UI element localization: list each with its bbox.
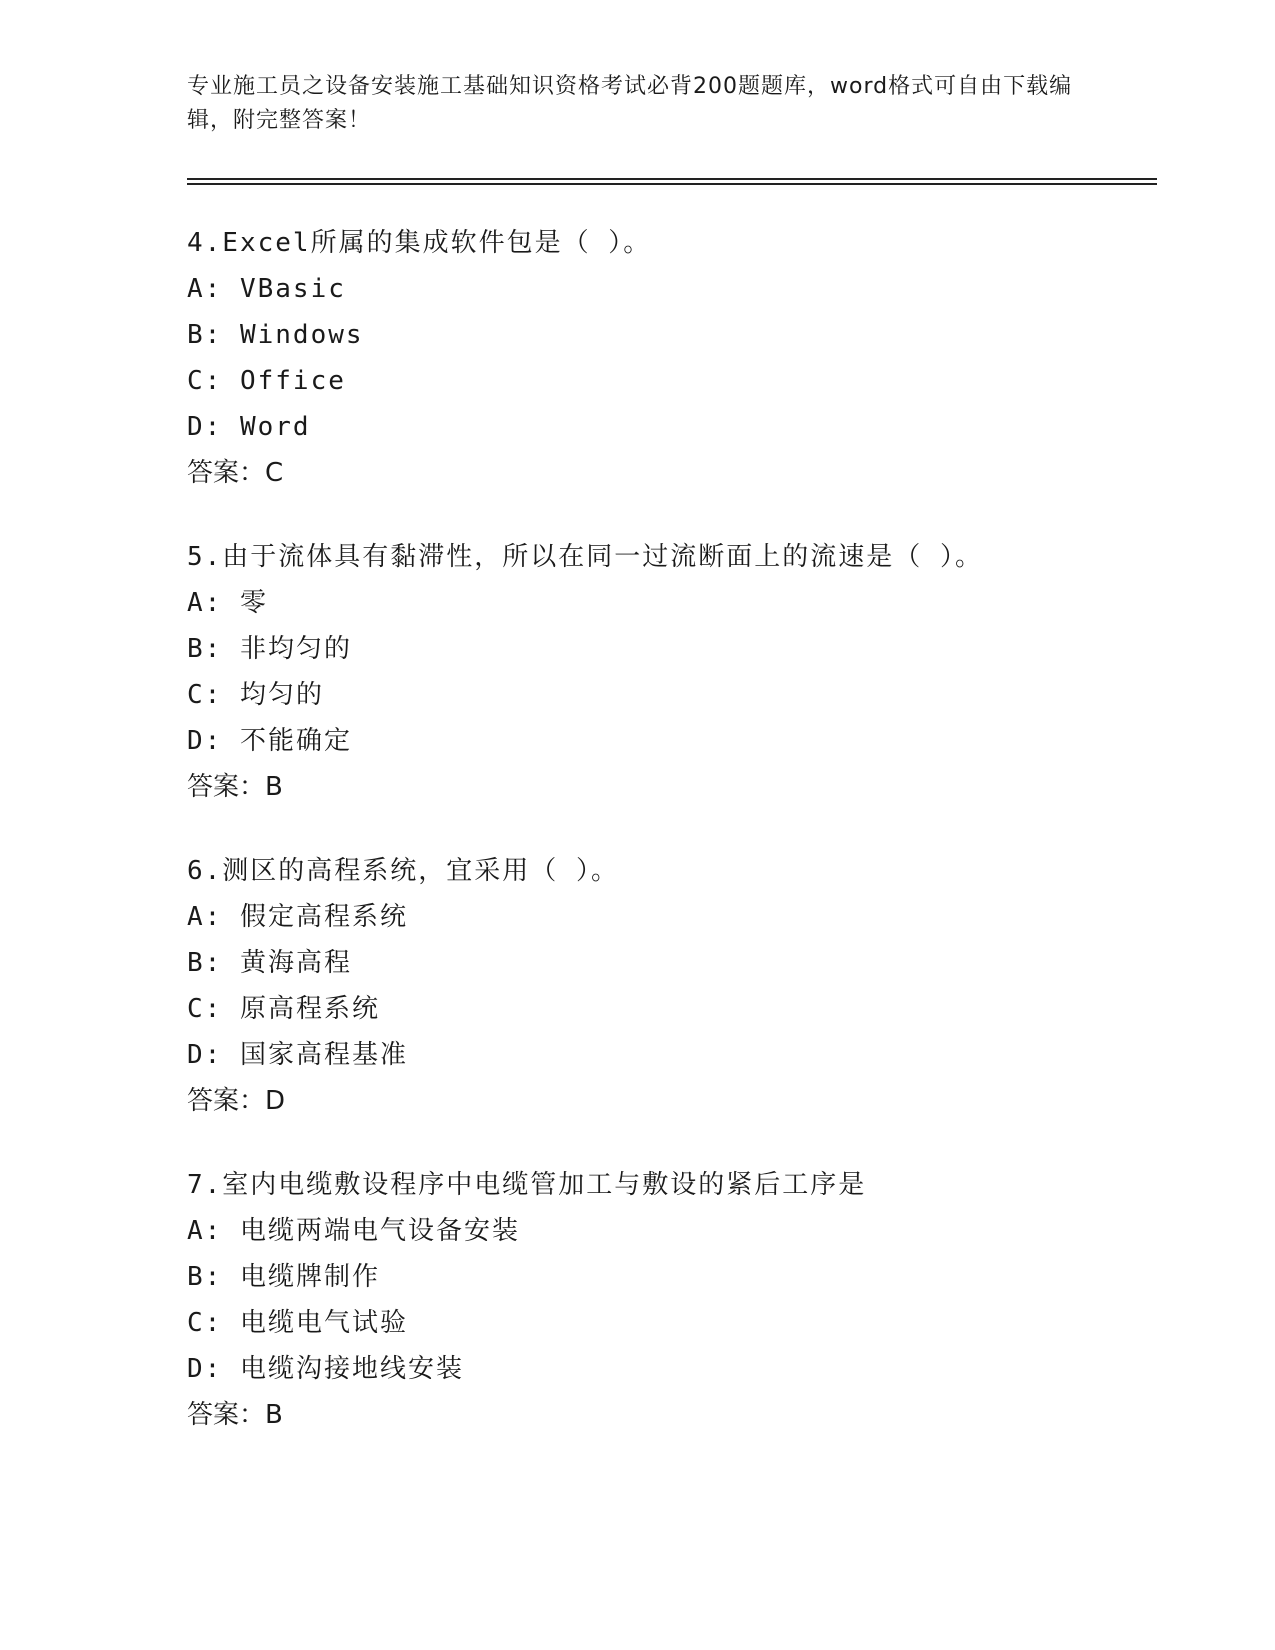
option-d: D: Word (187, 412, 311, 442)
option-c: C: 均匀的 (187, 680, 324, 710)
option-a: A: 零 (187, 588, 268, 618)
option-c: C: 电缆电气试验 (187, 1308, 408, 1338)
option-b: B: 非均匀的 (187, 634, 352, 664)
answer-line: 答案：D (187, 1086, 286, 1116)
question-4 (187, 220, 1167, 496)
option-b: B: Windows (187, 320, 364, 350)
document-header: 专业施工员之设备安装施工基础知识资格考试必背200题题库，word格式可自由下载编辑，附完整答案！ (187, 74, 1073, 133)
option-c: C: Office (187, 366, 346, 396)
option-a: A: 假定高程系统 (187, 902, 408, 932)
question-stem: 4.Excel所属的集成软件包是（ ）。 (187, 228, 652, 258)
option-b: B: 黄海高程 (187, 948, 352, 978)
question-stem: 7.室内电缆敷设程序中电缆管加工与敷设的紧后工序是 (187, 1170, 867, 1200)
answer-line: 答案：B (187, 1400, 283, 1430)
answer-line: 答案：B (187, 772, 283, 802)
question-7 (187, 1162, 1167, 1438)
option-d: D: 不能确定 (187, 726, 352, 756)
question-stem: 6.测区的高程系统，宜采用（ ）。 (187, 856, 619, 886)
question-5 (187, 534, 1167, 810)
option-c: C: 原高程系统 (187, 994, 380, 1024)
header-divider-top (187, 178, 1157, 180)
header-divider-bottom (187, 183, 1157, 185)
option-d: D: 国家高程基准 (187, 1040, 408, 1070)
answer-line: 答案：C (187, 458, 284, 488)
option-a: A: 电缆两端电气设备安装 (187, 1216, 520, 1246)
question-6 (187, 848, 1167, 1124)
option-d: D: 电缆沟接地线安装 (187, 1354, 464, 1384)
option-b: B: 电缆牌制作 (187, 1262, 380, 1292)
question-stem: 5.由于流体具有黏滞性，所以在同一过流断面上的流速是（ ）。 (187, 542, 983, 572)
option-a: A: VBasic (187, 274, 346, 304)
